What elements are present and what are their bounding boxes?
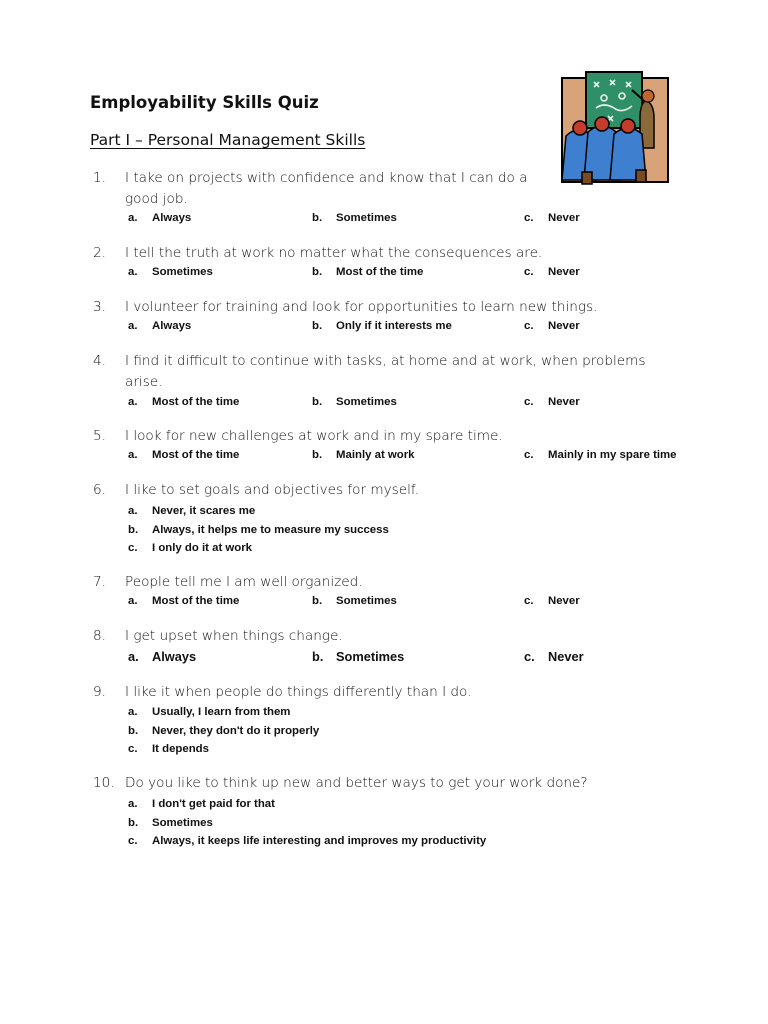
question-5	[93, 426, 693, 447]
option-c[interactable]: c. It depends	[128, 743, 209, 755]
question-9	[93, 682, 693, 703]
question-text: I tell the truth at work no matter what the consequences are.	[125, 245, 543, 261]
question-7	[93, 572, 693, 593]
question-text: I like to set goals and objectives for myself.	[125, 482, 420, 498]
options-9	[128, 703, 728, 759]
question-6	[93, 480, 693, 501]
options-2	[128, 266, 728, 284]
option-c[interactable]: c. Never	[524, 649, 584, 664]
options-8	[128, 649, 728, 667]
question-text: I take on projects with confidence and know that I can do a good job.	[125, 170, 528, 207]
question-number: 10.	[93, 775, 115, 791]
option-a[interactable]: a. Always	[128, 320, 192, 332]
question-10	[93, 773, 693, 794]
question-text: I volunteer for training and look for opportunities to learn new things.	[125, 299, 598, 315]
page-title: Employability Skills Quiz	[90, 93, 319, 112]
option-c[interactable]: c. Never	[524, 212, 580, 224]
question-number: 7.	[93, 574, 106, 590]
question-2	[93, 243, 693, 264]
question-3	[93, 297, 693, 318]
question-1	[93, 168, 693, 210]
question-text: I like it when people do things differently than I do.	[125, 684, 472, 700]
question-4	[93, 351, 693, 393]
question-number: 4.	[93, 353, 106, 369]
question-text: Do you like to think up new and better ways to get your work done?	[125, 775, 588, 791]
option-a[interactable]: a. Most of the time	[128, 595, 240, 607]
option-c[interactable]: c. Never	[524, 266, 580, 278]
question-text: I get upset when things change.	[125, 628, 343, 644]
question-text: People tell me I am well organized.	[125, 574, 363, 590]
question-8	[93, 626, 693, 647]
option-b[interactable]: b. Sometimes	[312, 649, 405, 664]
option-b[interactable]: b. Always, it helps me to measure my success	[128, 523, 389, 536]
option-a[interactable]: a. Most of the time	[128, 396, 240, 408]
options-10	[128, 795, 728, 851]
option-b[interactable]: b. Sometimes	[312, 212, 397, 224]
option-b[interactable]: b. Most of the time	[312, 266, 424, 278]
question-text: I find it difficult to continue with tasks, at home and at work, when problems arise.	[125, 353, 646, 390]
option-a[interactable]: a. I don't get paid for that	[128, 798, 275, 810]
option-a[interactable]: a. Always	[128, 212, 192, 224]
option-c[interactable]: c. Never	[524, 320, 580, 332]
option-a[interactable]: a. Usually, I learn from them	[128, 706, 291, 718]
option-a[interactable]: a. Always	[128, 649, 197, 664]
options-5	[128, 449, 728, 467]
option-b[interactable]: b. Sometimes	[128, 816, 213, 829]
question-number: 9.	[93, 684, 106, 700]
option-a[interactable]: a. Sometimes	[128, 266, 213, 278]
options-1	[128, 212, 728, 230]
option-b[interactable]: b. Never, they don't do it properly	[128, 724, 320, 737]
options-7	[128, 595, 728, 613]
question-text: I look for new challenges at work and in my spare time.	[125, 428, 503, 444]
question-number: 2.	[93, 245, 106, 261]
option-c[interactable]: c. Always, it keeps life interesting and improves my productivity	[128, 835, 487, 847]
option-c[interactable]: c. Never	[524, 595, 580, 607]
option-c[interactable]: c. I only do it at work	[128, 542, 252, 554]
question-number: 8.	[93, 628, 106, 644]
option-b[interactable]: b. Mainly at work	[312, 449, 415, 461]
option-c[interactable]: c. Mainly in my spare time	[524, 449, 677, 461]
options-3	[128, 320, 728, 338]
option-a[interactable]: a. Never, it scares me	[128, 505, 256, 517]
options-4	[128, 396, 728, 414]
option-b[interactable]: b. Sometimes	[312, 396, 397, 408]
question-number: 6.	[93, 482, 106, 498]
option-c[interactable]: c. Never	[524, 396, 580, 408]
question-number: 5.	[93, 428, 106, 444]
question-number: 1.	[93, 170, 106, 186]
section-heading: Part I – Personal Management Skills	[90, 131, 366, 149]
option-a[interactable]: a. Most of the time	[128, 449, 240, 461]
options-6	[128, 502, 728, 558]
option-b[interactable]: b. Sometimes	[312, 595, 397, 607]
question-number: 3.	[93, 299, 106, 315]
option-b[interactable]: b. Only if it interests me	[312, 320, 452, 332]
